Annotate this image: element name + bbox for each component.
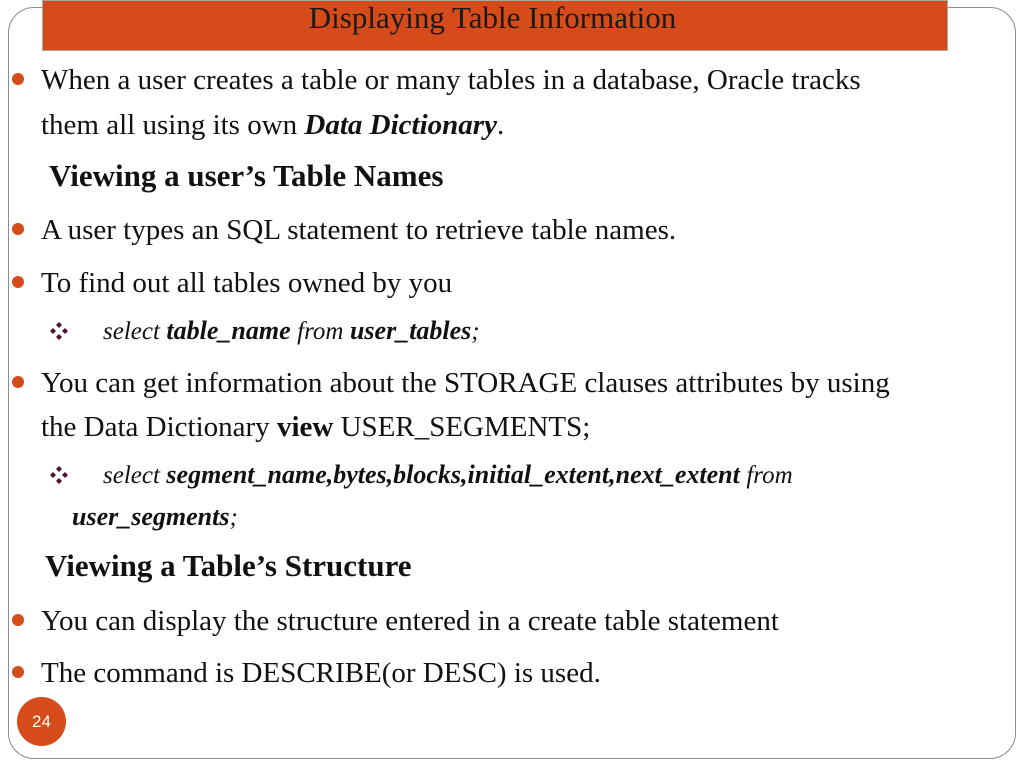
bullet-text-4-line-1: You can get information about the STORAGE clauses attributes by using	[41, 367, 890, 399]
view-term: view	[276, 411, 334, 443]
code-line-select-segments-cont	[72, 500, 238, 535]
text-run: them all using its own	[41, 109, 305, 141]
bullet-text-1-line-1: When a user creates a table or many tables in a database, Oracle tracks	[41, 64, 861, 96]
bullet-text-3: To find out all tables owned by you	[41, 267, 453, 299]
sql-keyword: from	[746, 462, 793, 489]
text-run: the Data Dictionary	[41, 411, 277, 443]
sql-identifier: user_segments	[72, 502, 230, 531]
diamond-bullet-icon	[50, 322, 68, 340]
title-bar	[42, 0, 948, 51]
bullet-icon	[12, 73, 24, 85]
sql-keyword: from	[297, 318, 344, 345]
page-number-badge: 24	[17, 697, 66, 746]
sql-identifier: user_tables	[349, 316, 472, 345]
slide-title: Displaying Table Information	[308, 0, 677, 35]
bullet-text-4-line-2	[41, 409, 590, 445]
sql-identifier: segment_name,bytes,blocks,initial_extent,next_extent	[166, 460, 740, 489]
sql-keyword: select	[103, 318, 160, 345]
diamond-bullet-icon	[50, 466, 68, 484]
sql-terminator: ;	[471, 318, 480, 345]
bullet-icon	[12, 276, 24, 288]
code-line-select-tables	[103, 314, 480, 349]
bullet-icon	[12, 614, 24, 626]
sql-terminator: ;	[229, 504, 238, 531]
sql-keyword: select	[103, 462, 160, 489]
code-line-select-segments	[103, 458, 793, 493]
bullet-text-6: The command is DESCRIBE(or DESC) is used.	[41, 657, 601, 689]
section-heading-table-structure: Viewing a Table’s Structure	[45, 548, 412, 583]
bullet-text-1-line-2	[41, 107, 504, 143]
bullet-icon	[12, 223, 24, 235]
text-run: USER_SEGMENTS;	[333, 411, 591, 443]
bullet-icon	[12, 666, 24, 678]
bullet-text-5: You can display the structure entered in a create table statement	[41, 605, 779, 637]
data-dictionary-term: Data Dictionary	[304, 109, 497, 141]
bullet-icon	[12, 376, 24, 388]
sql-identifier: table_name	[166, 316, 291, 345]
text-run: .	[496, 109, 505, 141]
section-heading-table-names: Viewing a user’s Table Names	[49, 158, 444, 193]
bullet-text-2: A user types an SQL statement to retrieve table names.	[41, 214, 677, 246]
